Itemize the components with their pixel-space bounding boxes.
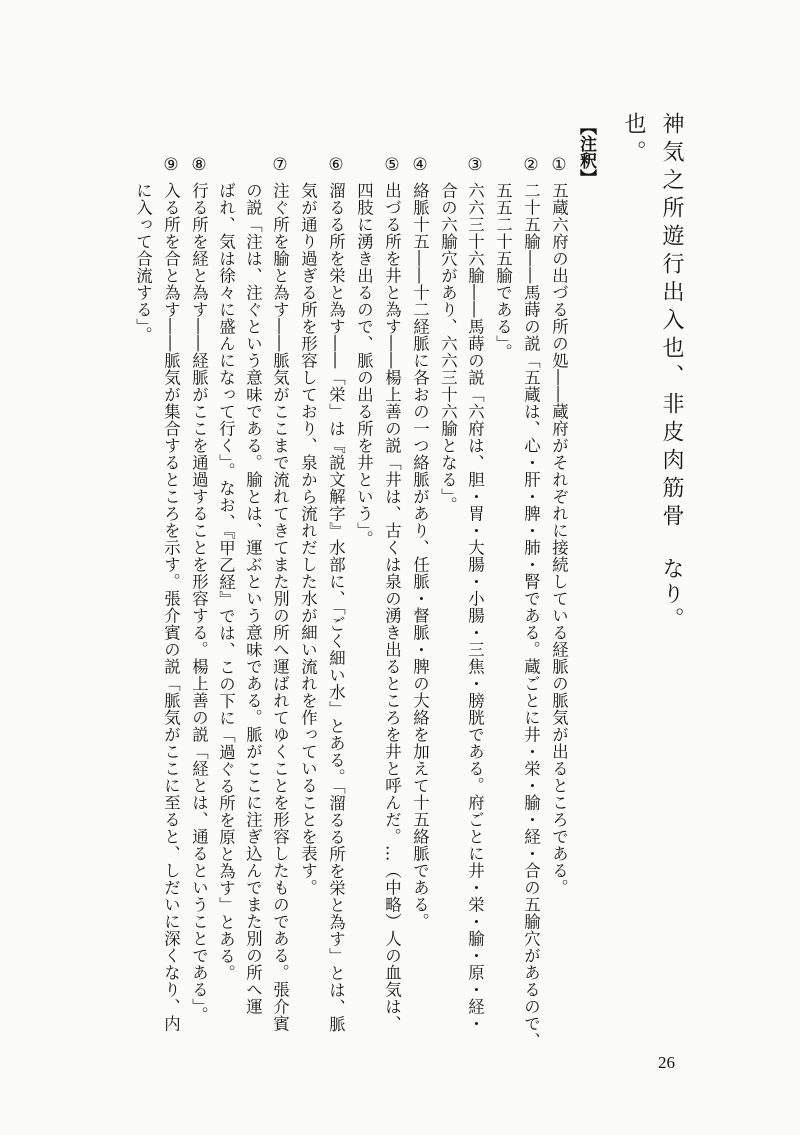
note-9-line-1 <box>161 182 181 1032</box>
note-marker <box>411 155 428 175</box>
page-number <box>658 1053 675 1073</box>
page-number-text: 26 <box>658 1053 675 1072</box>
note-line-text: 絡脈十五――十二経脈に各おの一つ絡脈があり、任脈・督脈・脾の大絡を加えて十五絡脈である。 <box>410 182 430 930</box>
main-text-line-2-text: 也。 <box>621 112 646 168</box>
main-text-line-1-text: 神気之所遊行出入也、非皮肉筋骨 <box>659 112 684 532</box>
note-marker-2: ② <box>521 155 541 175</box>
note-line-text: 入る所を合と為す――脈気が集合するところを示す。張介賓の説「脈気がここに至ると、しだいに深くなり、内 <box>161 182 181 1032</box>
note-6-line-2 <box>298 182 318 896</box>
note-line-text: に入って合流する」。 <box>133 182 153 344</box>
note-line-text: 五蔵六府の出づる所の処――蔵府がそれぞれに接続している経脈の脈気が出るところである。 <box>549 182 569 896</box>
note-2-line-2 <box>493 182 513 361</box>
note-6-line-1 <box>326 182 346 1033</box>
notes-heading <box>577 118 594 186</box>
note-3-line-1 <box>465 182 485 1032</box>
note-line-text: 気が通り過ぎる所を形容しており、泉から流れだした水が細い流れを作っていることを表す。 <box>298 182 318 896</box>
main-text-line-1 <box>660 112 682 532</box>
note-line-text: 行る所を経と為す――経脈がここを通過することを形容する。楊上善の説「経とは、通るということである」。 <box>189 182 209 1024</box>
main-text-line-2 <box>622 112 644 168</box>
note-2-line-1 <box>521 182 541 1049</box>
note-marker <box>327 155 344 175</box>
note-marker-7: ⑦ <box>270 155 290 175</box>
main-text-line-1-end-text: なり。 <box>659 557 684 632</box>
note-marker <box>190 155 207 175</box>
note-marker-8: ⑧ <box>189 155 209 175</box>
main-text-line-1-end <box>660 557 682 632</box>
note-marker <box>383 155 400 175</box>
note-marker-6: ⑥ <box>326 155 346 175</box>
note-7-line-3 <box>216 182 236 982</box>
note-8-line-1 <box>189 182 209 1024</box>
note-5-line-2 <box>354 182 374 548</box>
note-line-text: 六六三十六腧――馬蒔の説「六府は、胆・胃・大腸・小腸・三焦・膀胱である。府ごとに井・栄・腧・原・経・ <box>465 182 485 1032</box>
note-3-line-2 <box>438 182 458 514</box>
note-line-text: 注ぐ所を腧と為す――脈気がここまで流れてきてまた別の所へ運ばれてゆくことを形容したものである。張介賓 <box>270 182 290 1032</box>
note-marker-1: ① <box>549 155 569 175</box>
note-1-line-1 <box>549 182 569 896</box>
note-5-line-1 <box>382 182 402 1032</box>
note-marker-3: ③ <box>465 155 485 175</box>
note-9-line-2 <box>133 182 153 344</box>
note-line-text: ばれ、気は徐々に盛んになって行く」。なお、『甲乙経』では、この下に「過ぐる所を原と為す」とある。 <box>216 182 236 982</box>
note-marker <box>271 155 288 175</box>
note-line-text: 溜るる所を栄と為す――「栄」は『説文解字』水部に、「ごく細い水」とある。「溜るる所を栄と為す」とは、脈 <box>326 182 346 1033</box>
note-marker <box>550 155 567 175</box>
note-line-text: 合の六腧穴があり、六六三十六腧となる」。 <box>438 182 458 514</box>
note-line-text: 出づる所を井と為す――楊上善の説「井は、古くは泉の湧き出るところを井と呼んだ。…（中略）人の血気は、 <box>382 182 402 1032</box>
note-line-text: 五五二十五腧である」。 <box>493 182 513 361</box>
note-marker-5: ⑤ <box>382 155 402 175</box>
note-marker <box>466 155 483 175</box>
note-line-text: 二十五腧――馬蒔の説「五蔵は、心・肝・脾・肺・腎である。蔵ごとに井・栄・腧・経・合の五腧穴があるので、 <box>521 182 541 1049</box>
note-marker <box>522 155 539 175</box>
notes-heading-text: 【注釈】 <box>576 118 596 186</box>
note-line-text: の説「注は、注ぐという意味である。腧とは、運ぶという意味である。脈がここに注ぎ込んでまた別の所へ運 <box>243 182 263 1015</box>
note-7-line-2 <box>243 182 263 1015</box>
note-marker-9: ⑨ <box>161 155 181 175</box>
note-marker-4: ④ <box>410 155 430 175</box>
note-marker <box>162 155 179 175</box>
note-4-line-1 <box>410 182 430 930</box>
note-7-line-1 <box>270 182 290 1032</box>
note-line-text: 四肢に湧き出るので、脈の出る所を井という」。 <box>354 182 374 548</box>
